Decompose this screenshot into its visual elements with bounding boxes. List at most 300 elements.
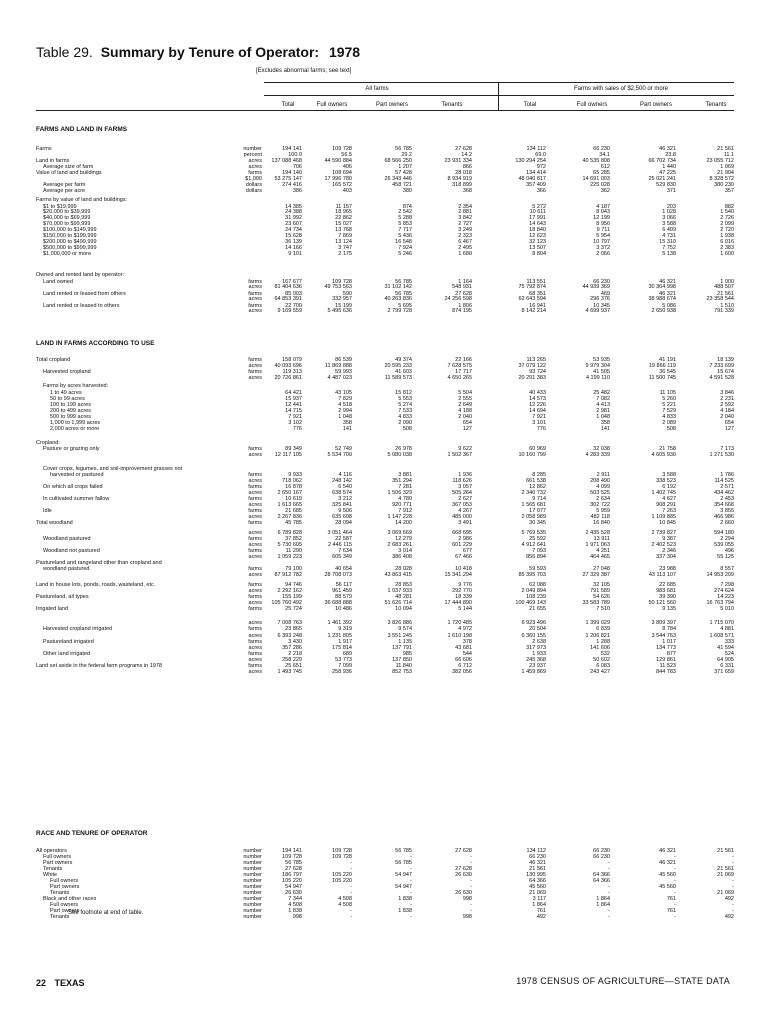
group-divider (498, 82, 499, 110)
table-cell: - (350, 890, 352, 896)
table-cell: 7 173 (720, 446, 734, 452)
table-cell: 19 866 119 (648, 363, 676, 369)
table-cell: 1 938 (720, 233, 734, 239)
table-cell: 88 579 (335, 594, 352, 600)
table-cell: 5 553 (398, 396, 412, 402)
table-cell: 243 427 (590, 669, 610, 675)
table-cell: 59 593 (529, 566, 546, 572)
section-title: RACE AND TENURE OF OPERATOR (36, 830, 148, 837)
table-cell: 317 973 (526, 645, 546, 651)
table-cell: 5 534 700 (327, 452, 352, 458)
table-cell: 1 271 530 (709, 452, 734, 458)
table-cell: 54 947 (395, 872, 412, 878)
table-cell: 158 079 (282, 357, 302, 363)
table-cell: 2 040 (720, 414, 734, 420)
row-label: Land owned (43, 279, 73, 285)
table-cell: 2 638 (532, 639, 546, 645)
row-label: Cover crops, legumes, and soil-improvement grasses not (43, 466, 183, 472)
table-cell: 5 436 (398, 233, 412, 239)
table-cell: 23 358 544 (706, 296, 734, 302)
table-cell: 5 086 (662, 303, 676, 309)
table-cell: - (410, 914, 412, 920)
row-label: woodland pastured (43, 566, 90, 572)
row-label: Part owners (43, 860, 73, 866)
table-cell: 175 814 (332, 645, 352, 651)
table-cell: 100 469 143 (515, 600, 546, 606)
table-cell: - (470, 884, 472, 890)
row-unit: acres (248, 633, 262, 639)
table-number: Table 29. (36, 44, 93, 60)
row-unit: farms (248, 606, 262, 612)
table-cell: 15 341 294 (444, 572, 472, 578)
table-cell: 27 628 (455, 848, 472, 854)
table-cell: 22 700 (285, 303, 302, 309)
table-cell: 661 538 (526, 478, 546, 484)
table-cell: 66 702 734 (648, 158, 676, 164)
table-cell: 66 230 (529, 854, 546, 860)
table-cell: 64 366 (593, 872, 610, 878)
table-cell: 94 746 (285, 582, 302, 588)
table-cell: 1 610 198 (447, 633, 472, 639)
table-cell: 56 785 (395, 279, 412, 285)
table-cell: 15 628 (285, 233, 302, 239)
table-cell: 37 079 122 (518, 363, 546, 369)
table-cell: 406 (342, 164, 352, 170)
table-cell: 134 112 (526, 848, 546, 854)
row-label: Tenants (50, 914, 70, 920)
table-cell: 371 659 (714, 669, 734, 675)
table-cell: 4 251 (596, 548, 610, 554)
table-cell: 30 364 998 (648, 284, 676, 290)
table-cell: 2 649 (458, 402, 472, 408)
table-cell: 9 714 (532, 496, 546, 502)
table-cell: 24 734 (285, 227, 302, 233)
row-label: $20,000 to $39,999 (43, 209, 91, 215)
table-cell: 292 770 (452, 588, 472, 594)
table-cell: 1 720 485 (447, 620, 472, 626)
group-header-all-farms: All farms (365, 86, 389, 92)
table-cell: 155 199 (282, 594, 302, 600)
table-cell: 2 175 (338, 251, 352, 257)
table-cell: 7 082 (596, 396, 610, 402)
table-cell: 4 487 023 (327, 375, 352, 381)
table-cell: 10 094 (395, 606, 412, 612)
table-cell: 8 804 (532, 251, 546, 257)
table-cell: 39 390 (659, 594, 676, 600)
table-cell: 485 000 (452, 514, 472, 520)
table-cell: 22 862 (335, 215, 352, 221)
row-unit: acres (248, 478, 262, 484)
table-cell: 2 058 989 (521, 514, 546, 520)
row-unit: farms (248, 508, 262, 514)
table-cell: 3 826 886 (387, 620, 412, 626)
table-cell: 34.1 (599, 152, 610, 158)
table-cell: 66 230 (593, 279, 610, 285)
table-cell: 505 264 (452, 490, 472, 496)
table-cell: 3 051 464 (327, 530, 352, 536)
table-cell: 1 838 (398, 896, 412, 902)
table-cell: 66 606 (455, 657, 472, 663)
table-cell: 791 589 (590, 588, 610, 594)
table-cell: 877 (666, 651, 676, 657)
table-cell: - (674, 866, 676, 872)
table-cell: 1 288 (596, 639, 610, 645)
table-cell: 75 792 874 (518, 284, 546, 290)
table-cell: 3 212 (338, 496, 352, 502)
table-cell: 2 267 836 (277, 514, 302, 520)
row-label: Land in farms (36, 158, 70, 164)
table-cell: 508 (666, 426, 676, 432)
table-cell: 7 093 (532, 548, 546, 554)
table-cell: 2 099 (720, 221, 734, 227)
table-cell: 3 101 (532, 420, 546, 426)
table-cell: - (732, 878, 734, 884)
table-cell: 30 345 (529, 520, 546, 526)
table-cell: 2 726 (720, 215, 734, 221)
table-cell: 318 899 (452, 182, 472, 188)
table-cell: 16 548 (395, 239, 412, 245)
table-cell: - (674, 854, 676, 860)
row-label: Idle (43, 508, 52, 514)
table-cell: 8 142 214 (521, 308, 546, 314)
table-cell: - (410, 866, 412, 872)
row-label: Full owners (50, 902, 79, 908)
table-cell: 141 (600, 426, 610, 432)
row-label: $1 to $19,999 (43, 204, 77, 210)
table-cell: 4 591 528 (709, 375, 734, 381)
table-cell: 4 731 (662, 233, 676, 239)
row-unit: farms (248, 594, 262, 600)
table-cell: 1 000 (720, 279, 734, 285)
table-cell: 54 626 (593, 594, 610, 600)
table-cell: 12 199 (593, 215, 610, 221)
table-cell: 21 758 (659, 446, 676, 452)
table-cell: - (608, 890, 610, 896)
header-rule-bottom (36, 110, 734, 111)
table-cell: 44 590 884 (324, 158, 352, 164)
table-cell: 4 508 (288, 902, 302, 908)
table-cell: 482 118 (590, 514, 610, 520)
table-cell: 12 441 (285, 402, 302, 408)
table-cell: 49 753 563 (324, 284, 352, 290)
table-cell: 57 428 (395, 170, 412, 176)
table-cell: 62 088 (529, 582, 546, 588)
table-cell: 81 404 636 (274, 284, 302, 290)
row-unit: number (243, 860, 262, 866)
table-cell: 11 290 (285, 548, 302, 554)
row-unit: farms (248, 472, 262, 478)
table-cell: 434 462 (714, 490, 734, 496)
table-cell: 908 291 (656, 502, 676, 508)
table-cell: 13 124 (335, 239, 352, 245)
table-cell: 2 720 (720, 227, 734, 233)
table-cell: 9 506 (338, 508, 352, 514)
table-cell: 371 (666, 188, 676, 194)
table-cell: 333 (724, 639, 734, 645)
row-unit: acres (248, 669, 262, 675)
table-cell: 524 (724, 651, 734, 657)
table-cell: 4 780 (398, 496, 412, 502)
table-cell: 532 (600, 651, 610, 657)
table-cell: 380 (402, 188, 412, 194)
table-cell: 2 218 (288, 651, 302, 657)
table-cell: 590 (342, 291, 352, 297)
table-cell: 548 931 (452, 284, 472, 290)
table-cell: 1 565 681 (521, 502, 546, 508)
table-cell: 1 206 821 (585, 633, 610, 639)
table-cell: 492 (724, 896, 734, 902)
table-cell: 32 105 (593, 582, 610, 588)
table-cell: 6 923 496 (521, 620, 546, 626)
table-cell: 1 493 745 (277, 669, 302, 675)
table-cell: 12 279 (395, 536, 412, 542)
row-unit: farms (248, 279, 262, 285)
table-cell: 874 195 (452, 308, 472, 314)
row-unit: number (243, 872, 262, 878)
table-cell: 51 626 714 (384, 600, 412, 606)
table-cell: - (608, 866, 610, 872)
table-cell: 17 444 890 (444, 600, 472, 606)
table-cell: 3 066 (662, 215, 676, 221)
table-cell: 12 226 (529, 402, 546, 408)
row-label: Full owners (50, 878, 79, 884)
table-cell: 3 588 (662, 472, 676, 478)
column-header: Total (281, 102, 295, 108)
table-cell: 67 466 (455, 554, 472, 560)
table-cell: 2 986 (458, 536, 472, 542)
row-unit: acres (248, 502, 262, 508)
table-cell: 21 069 (529, 890, 546, 896)
row-unit: farms (248, 582, 262, 588)
table-cell: 8 956 (596, 221, 610, 227)
page-footer-source: 1978 CENSUS OF AGRICULTURE—STATE DATA (516, 976, 730, 986)
row-unit: acres (248, 375, 262, 381)
table-cell: 27 628 (455, 866, 472, 872)
table-cell: 7 634 (338, 548, 352, 554)
table-cell: 332 957 (332, 296, 352, 302)
row-label: $100,000 to $149,999 (43, 227, 97, 233)
table-cell: 52 749 (335, 446, 352, 452)
table-cell: 7 344 (288, 896, 302, 902)
table-cell: 3 809 397 (651, 620, 676, 626)
table-cell: 21 069 (717, 890, 734, 896)
table-cell: 31 992 (285, 215, 302, 221)
table-cell: 21 655 (529, 606, 546, 612)
table-cell: 1 028 (662, 209, 676, 215)
table-cell: 539 055 (714, 542, 734, 548)
row-unit: acres (248, 530, 262, 536)
table-cell: 1 540 (720, 209, 734, 215)
table-cell: 55 125 (717, 554, 734, 560)
table-cell: 882 (724, 204, 734, 210)
table-cell: - (608, 914, 610, 920)
table-cell: 134 112 (526, 146, 546, 152)
table-cell: 10 845 (659, 520, 676, 526)
table-cell: 1 971 063 (585, 542, 610, 548)
table-cell: 93 724 (529, 369, 546, 375)
row-unit: acres (248, 284, 262, 290)
table-cell: 16 840 (593, 520, 610, 526)
row-label: Part owners (50, 884, 80, 890)
table-cell: 21 561 (717, 848, 734, 854)
table-cell: 274 624 (714, 588, 734, 594)
table-cell: 16 941 (529, 303, 546, 309)
row-label: Pastureland irrigated (43, 639, 94, 645)
table-cell: 9 933 (288, 472, 302, 478)
table-cell: 920 771 (392, 502, 412, 508)
table-cell: 12 117 105 (274, 452, 302, 458)
table-cell: - (732, 902, 734, 908)
table-cell: 4 833 (662, 414, 676, 420)
row-label: Total woodland (36, 520, 73, 526)
row-unit: farms (248, 446, 262, 452)
table-cell: 11 500 745 (648, 375, 676, 381)
table-cell: 194 140 (282, 170, 302, 176)
table-cell: 6 331 (720, 663, 734, 669)
table-cell: 28 708 073 (324, 572, 352, 578)
table-cell: 20 291 383 (518, 375, 546, 381)
table-cell: 492 (724, 914, 734, 920)
table-cell: 50 121 560 (648, 600, 676, 606)
table-cell: 53 275 147 (274, 176, 302, 182)
row-unit: acres (248, 542, 262, 548)
table-cell: 2 453 (720, 496, 734, 502)
group-header-sales-farms: Farms with sales of $2,500 or more (573, 86, 669, 92)
table-cell: 1 864 (596, 896, 610, 902)
table-cell: 998 (292, 914, 302, 920)
table-cell: 761 (536, 908, 546, 914)
row-label: Average size of farm (43, 164, 94, 170)
table-cell: 386 408 (392, 554, 412, 560)
table-cell: 54 947 (395, 884, 412, 890)
table-cell: 529 830 (656, 182, 676, 188)
row-label: $70,000 to $99,999 (43, 221, 91, 227)
table-cell: 3 551 245 (387, 633, 412, 639)
row-unit: farms (248, 639, 262, 645)
table-cell: 866 (462, 164, 472, 170)
table-cell: 7 752 (662, 245, 676, 251)
table-cell: - (732, 854, 734, 860)
row-unit: number (243, 848, 262, 854)
table-cell: 2 294 (720, 536, 734, 542)
table-cell: 2 555 (458, 396, 472, 402)
table-cell: 32 123 (529, 239, 546, 245)
table-cell: 113 551 (526, 279, 546, 285)
table-cell: 351 294 (392, 478, 412, 484)
table-cell: 496 (724, 548, 734, 554)
table-cell: 5 853 (398, 221, 412, 227)
table-cell: 105 760 492 (271, 600, 302, 606)
table-cell: 27 628 (455, 291, 472, 297)
row-unit: acres (248, 490, 262, 496)
table-cell: 134 414 (526, 170, 546, 176)
table-cell: 6 839 (596, 626, 610, 632)
table-cell: 25 592 (529, 536, 546, 542)
row-label: Value of land and buildings (36, 170, 102, 176)
row-label: 1 to 49 acres (50, 390, 82, 396)
table-cell: 856 894 (526, 554, 546, 560)
table-cell: 24 256 598 (444, 296, 472, 302)
table-cell: 3 057 (458, 484, 472, 490)
table-cell: 3 747 (338, 245, 352, 251)
table-cell: 45 560 (659, 884, 676, 890)
table-cell: - (608, 860, 610, 866)
table-cell: 638 574 (332, 490, 352, 496)
table-cell: 668 695 (452, 530, 472, 536)
table-cell: 56 785 (395, 848, 412, 854)
table-cell: 7 869 (338, 233, 352, 239)
table-cell: 5 138 (662, 251, 676, 257)
row-label: White (43, 872, 58, 878)
table-cell: 21 685 (285, 508, 302, 514)
table-cell: 1 680 (458, 251, 472, 257)
table-cell: 7 924 (398, 245, 412, 251)
table-cell: 53 773 (335, 657, 352, 663)
row-label: All operators (36, 848, 67, 854)
table-cell: 17 991 (529, 215, 546, 221)
table-cell: 20 504 (529, 626, 546, 632)
row-label: Full owners (43, 854, 72, 860)
table-cell: 41 191 (659, 357, 676, 363)
table-cell: - (608, 884, 610, 890)
table-cell: 13 507 (529, 245, 546, 251)
table-cell: - (410, 890, 412, 896)
row-unit: dollars (245, 182, 262, 188)
table-cell: - (350, 866, 352, 872)
row-label: Harvested cropland irrigated (43, 626, 113, 632)
table-cell: 23.8 (665, 152, 676, 158)
table-cell: 1 059 223 (277, 554, 302, 560)
table-cell: 1 399 029 (585, 620, 610, 626)
table-cell: 4 605 930 (651, 452, 676, 458)
table-cell: 26 630 (285, 890, 302, 896)
table-cell: 56 785 (395, 146, 412, 152)
table-cell: 11 105 (659, 390, 676, 396)
row-unit: farms (248, 357, 262, 363)
table-cell: 245 368 (526, 657, 546, 663)
table-cell: 18 139 (717, 357, 734, 363)
table-cell: 7 281 (398, 484, 412, 490)
row-unit: acres (248, 620, 262, 626)
table-cell: 10 619 (285, 496, 302, 502)
table-cell: 56.5 (341, 152, 352, 158)
table-cell: 109 728 (332, 848, 352, 854)
table-cell: 10 486 (335, 606, 352, 612)
table-cell: 3 881 (398, 472, 412, 478)
table-cell: 137 791 (392, 645, 412, 651)
table-cell: 137 850 (392, 657, 412, 663)
table-cell: 14 643 (529, 221, 546, 227)
table-cell: 32 038 (593, 446, 610, 452)
table-cell: 79 100 (285, 566, 302, 572)
table-cell: 10 160 799 (518, 452, 546, 458)
table-cell: 130 995 (526, 872, 546, 878)
row-label: 2,000 acres or more (50, 426, 100, 432)
row-unit: farms (248, 566, 262, 572)
row-unit: acres (248, 600, 262, 606)
table-cell: 791 339 (714, 308, 734, 314)
table-cell: 380 230 (714, 182, 734, 188)
table-cell: 1 715 070 (709, 620, 734, 626)
row-label: $150,000 to $199,999 (43, 233, 97, 239)
table-cell: 21 904 (717, 170, 734, 176)
table-cell: 137 088 468 (271, 158, 302, 164)
table-cell: 488 507 (714, 284, 734, 290)
table-cell: 612 (600, 164, 610, 170)
table-cell: 21 561 (717, 146, 734, 152)
row-label: 50 to 99 acres (50, 396, 85, 402)
table-name: Summary by Tenure of Operator: (100, 44, 320, 60)
